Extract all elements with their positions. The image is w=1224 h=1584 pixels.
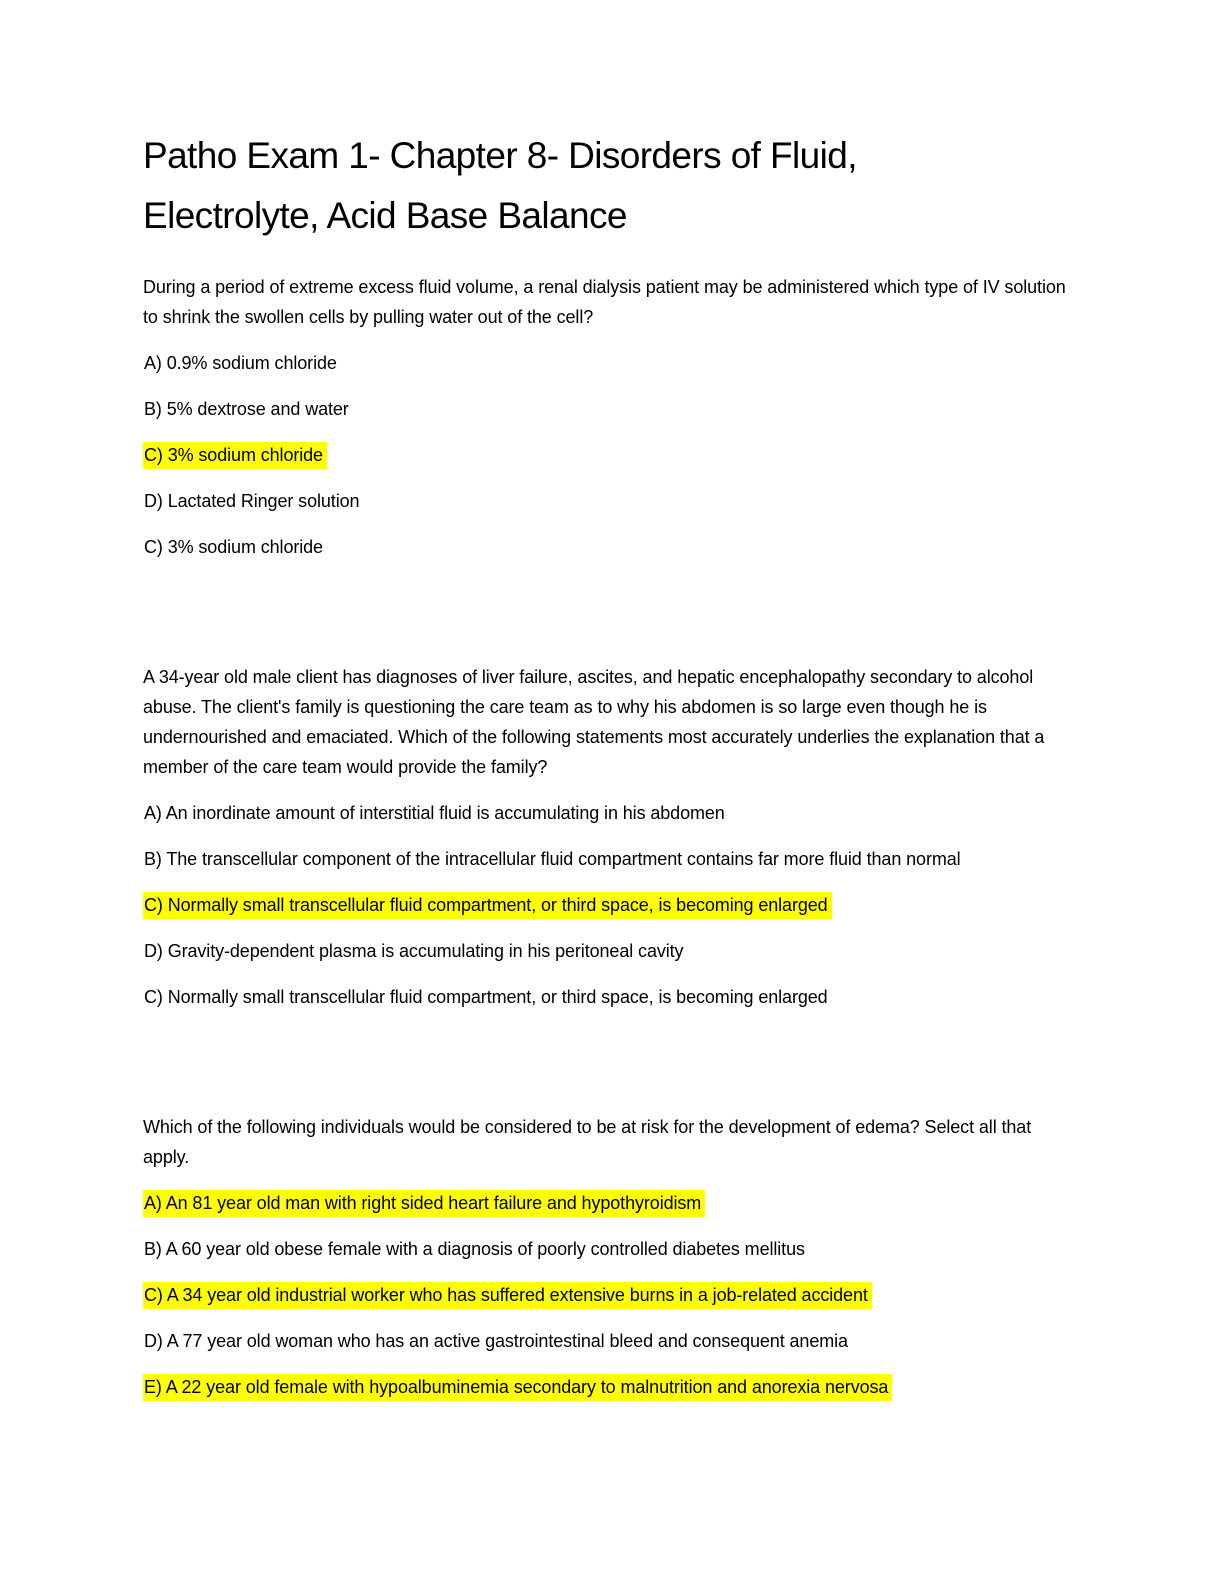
- answer-option: [143, 1280, 1082, 1310]
- answer-option: [143, 798, 1082, 828]
- answer-text: A) 0.9% sodium chloride: [144, 353, 337, 373]
- highlighted-answer-text: E) A 22 year old female with hypoalbuminemia secondary to malnutrition and anorexia nervosa: [143, 1374, 892, 1401]
- question-block: [143, 662, 1082, 1012]
- answer-option: [143, 844, 1082, 874]
- question-prompt: A 34-year old male client has diagnoses of liver failure, ascites, and hepatic encephalopathy secondary to alcohol abuse. The client's family is questioning the care team as to why his abdomen is so large even though he is undernourished and emaciated. Which of the following statements most accurately underlies the explanation that a member of the care team would provide the family?: [143, 667, 1045, 777]
- answer-option: [143, 1234, 1082, 1264]
- highlighted-answer-text: C) A 34 year old industrial worker who has suffered extensive burns in a job-related accident: [143, 1282, 872, 1309]
- answer-text: B) 5% dextrose and water: [144, 399, 349, 419]
- highlighted-answer-text: C) Normally small transcellular fluid compartment, or third space, is becoming enlarged: [143, 892, 832, 919]
- answer-option: [143, 936, 1082, 966]
- answer-text: D) A 77 year old woman who has an active gastrointestinal bleed and consequent anemia: [144, 1331, 848, 1351]
- question-prompt: During a period of extreme excess fluid volume, a renal dialysis patient may be administered which type of IV solution to shrink the swollen cells by pulling water out of the cell?: [143, 277, 1066, 327]
- answer-option: [143, 532, 1082, 562]
- answer-option: [143, 348, 1082, 378]
- answer-text: A) An inordinate amount of interstitial fluid is accumulating in his abdomen: [144, 803, 725, 823]
- questions-container: [143, 272, 1082, 1402]
- answer-text: D) Gravity-dependent plasma is accumulating in his peritoneal cavity: [144, 941, 684, 961]
- question-prompt: Which of the following individuals would be considered to be at risk for the development of edema? Select all that apply.: [143, 1117, 1032, 1167]
- answer-text: B) The transcellular component of the intracellular fluid compartment contains far more fluid than normal: [144, 849, 961, 869]
- question-block: [143, 272, 1082, 562]
- answer-option: [143, 982, 1082, 1012]
- highlighted-answer-text: C) 3% sodium chloride: [143, 442, 327, 469]
- highlighted-answer-text: A) An 81 year old man with right sided heart failure and hypothyroidism: [143, 1190, 705, 1217]
- answer-option: [143, 440, 1082, 470]
- answer-option: [143, 1326, 1082, 1356]
- page-title: Patho Exam 1- Chapter 8- Disorders of Fluid, Electrolyte, Acid Base Balance: [143, 135, 857, 236]
- answer-option: [143, 1188, 1082, 1218]
- question-block: [143, 1112, 1082, 1402]
- answer-text: D) Lactated Ringer solution: [144, 491, 360, 511]
- answer-text: C) 3% sodium chloride: [144, 537, 323, 557]
- answer-option: [143, 486, 1082, 516]
- answer-text: B) A 60 year old obese female with a diagnosis of poorly controlled diabetes mellitus: [144, 1239, 805, 1259]
- answer-text: C) Normally small transcellular fluid compartment, or third space, is becoming enlarged: [144, 987, 828, 1007]
- answer-option: [143, 394, 1082, 424]
- answer-option: [143, 1372, 1082, 1402]
- answer-option: [143, 890, 1082, 920]
